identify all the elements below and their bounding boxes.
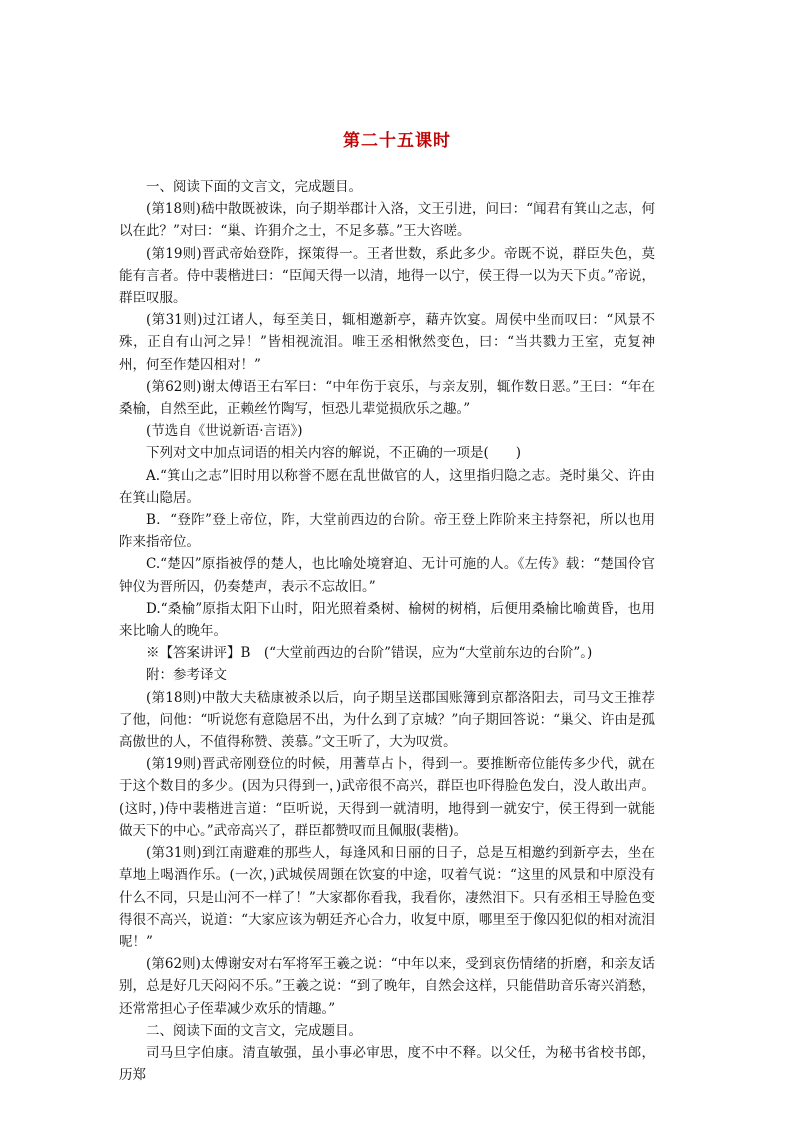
option-c: C.“楚囚”原指被俘的楚人，也比喻处境窘迫、无计可施的人。《左传》载：“楚国伶官钟仪为晋所囚，仍奏楚声，表示不忘故旧。”: [119, 556, 655, 595]
document-body: [119, 176, 655, 1086]
translation-paragraph-19: (第19则)晋武帝刚登位的时候，用蓍草占卜，得到一。要推断帝位能传多少代，就在于这个数目的多少。(因为只得到一，)武帝很不高兴，群臣也吓得脸色发白，没人敢出声。(这时，)侍中裴楷进言道：“臣听说，天得到一就清明，地得到一就安宁，侯王得到一就能做天下的中心。”武帝高兴了，群臣都赞叹而且佩服(裴楷)。: [119, 756, 655, 839]
section-heading-1: 一、阅读下面的文言文，完成题目。: [146, 179, 362, 195]
passage-paragraph-18: (第18则)嵇中散既被诛，向子期举郡计入洛，文王引进，问曰：“闻君有箕山之志，何以在此？”对曰：“巢、许狷介之士，不足多慕。”王大咨嗟。: [119, 201, 655, 240]
section-heading-2: 二、阅读下面的文言文，完成题目。: [146, 1022, 362, 1039]
translation-paragraph-62: (第62则)太傅谢安对右军将军王羲之说：“中年以来，受到哀伤情绪的折磨，和亲友话别，总是好几天闷闷不乐。”王羲之说：“到了晚年，自然会这样，只能借助音乐寄兴消愁，还常常担心子侄辈减少欢乐的情趣。”: [119, 956, 655, 1017]
option-a: A.“箕山之志”旧时用以称誉不愿在乱世做官的人，这里指归隐之志。尧时巢父、许由在箕山隐居。: [119, 467, 655, 506]
translation-paragraph-31: (第31则)到江南避难的那些人，每逢风和日丽的日子，总是互相邀约到新亭去，坐在草地上喝酒作乐。(一次，)武城侯周顗在饮宴的中途，叹着气说：“这里的风景和中原没有什么不同，只是山河不一样了！”大家都你看我，我看你，凄然泪下。只有丞相王导脸色变得很不高兴，说道：“大家应该为朝廷齐心合力，收复中原，哪里至于像囚犯似的相对流泪呢！”: [119, 845, 655, 950]
question-stem: 下列对文中加点词语的相关内容的解说，不正确的一项是( ): [146, 445, 522, 462]
passage-2-paragraph: 司马旦字伯康。清直敏强，虽小事必审思，度不中不释。以父任，为秘书省校书郎，历郑: [119, 1044, 655, 1084]
answer-explanation: ※【答案讲评】B (“大堂前西边的台阶”错误，应为“大堂前东边的台阶”。): [146, 645, 593, 662]
passage-paragraph-19: (第19则)晋武帝始登阼，探策得一。王者世数，系此多少。帝既不说，群臣失色，莫能有言者。侍中裴楷进曰：“臣闻天得一以清，地得一以宁，侯王得一以为天下贞。”帝说，群臣叹服。: [119, 245, 655, 307]
option-b: B．“登阼”登上帝位，阼，大堂前西边的台阶。帝王登上阼阶来主持祭祀，所以也用阼来指帝位。: [119, 512, 655, 551]
passage-paragraph-31: (第31则)过江诸人，每至美日，辄相邀新亭，藉卉饮宴。周侯中坐而叹曰：“风景不殊，正自有山河之异！”皆相视流泪。唯王丞相愀然变色，曰：“当共戮力王室，克复神州，何至作楚囚相对！”: [119, 312, 655, 373]
source-citation: (节选自《世说新语·言语》): [146, 423, 303, 440]
translation-paragraph-18: (第18则)中散大夫嵇康被杀以后，向子期呈送郡国账簿到京都洛阳去，司马文王推荐了他，问他：“听说您有意隐居不出，为什么到了京城？”向子期回答说：“巢父、许由是孤高傲世的人，不值得称赞、羡慕。”文王听了，大为叹赏。: [119, 689, 655, 751]
translation-heading: 附：参考译文: [146, 667, 227, 684]
option-d: D.“桑榆”原指太阳下山时，阳光照着桑树、榆树的树梢，后便用桑榆比喻黄昏，也用来比喻人的晚年。: [119, 600, 655, 640]
page-title: 第二十五课时: [343, 131, 451, 151]
passage-paragraph-62: (第62则)谢太傅语王右军曰：“中年伤于哀乐，与亲友别，辄作数日恶。”王曰：“年在桑榆，自然至此，正赖丝竹陶写，恒恐儿辈觉损欣乐之趣。”: [119, 378, 655, 418]
